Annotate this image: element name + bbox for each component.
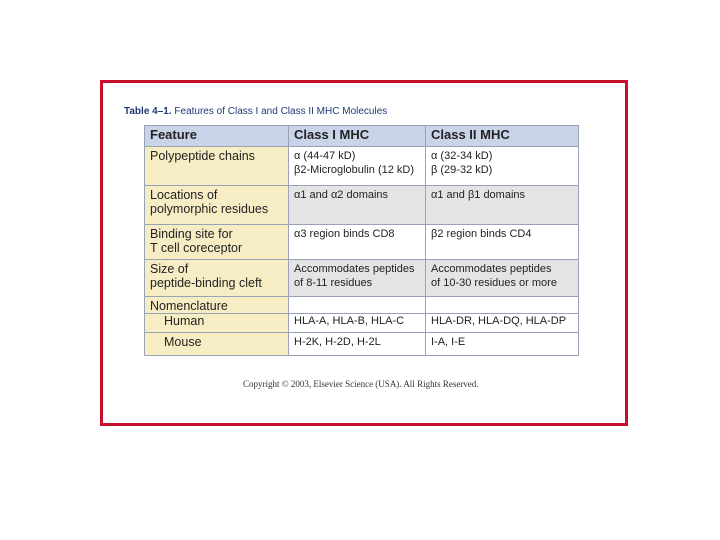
feature-text: Size of [150,262,189,276]
table-title [124,106,387,117]
class-i-cell [289,260,426,297]
table-row [145,314,579,333]
feature-cell [145,225,289,260]
header-feature: Feature [145,126,289,147]
feature-cell [145,297,289,314]
table-number: Table 4–1. [124,106,172,117]
feature-text: Mouse [164,335,202,349]
class-ii-cell [426,186,579,225]
feature-text: Polypeptide chains [150,149,255,163]
table-row [145,297,579,314]
copyright-notice: Copyright © 2003, Elsevier Science (USA). All Rights Reserved. [243,379,479,389]
class-ii-cell [426,260,579,297]
class-i-line: H-2K, H-2D, H-2L [294,336,381,348]
table-row [145,225,579,260]
feature-text: peptide-binding cleft [150,276,262,290]
class-i-line: α (44-47 kD) [294,150,356,162]
feature-text: Nomenclature [150,299,228,313]
table-header-row [145,126,579,147]
class-ii-cell [426,225,579,260]
class-ii-line: HLA-DR, HLA-DQ, HLA-DP [431,315,567,327]
class-i-cell [289,186,426,225]
class-i-line: β2-Microglobulin (12 kD) [294,164,415,176]
table-caption: Features of Class I and Class II MHC Molecules [174,106,388,117]
table-row [145,260,579,297]
class-ii-line: α1 and β1 domains [431,189,526,201]
class-ii-line: α (32-34 kD) [431,150,493,162]
class-i-line: Accommodates peptides [294,263,415,275]
feature-text: Human [164,314,205,328]
feature-text: Binding site for [150,227,233,241]
class-i-cell [289,225,426,260]
class-i-line: α3 region binds CD8 [294,228,395,240]
header-class-ii: Class II MHC [426,126,579,147]
class-i-cell [289,297,426,314]
feature-cell [145,147,289,186]
table-row [145,147,579,186]
class-ii-cell [426,147,579,186]
class-ii-line: β (29-32 kD) [431,164,493,176]
class-ii-cell [426,314,579,333]
class-ii-cell [426,297,579,314]
feature-text: T cell coreceptor [150,241,243,255]
class-ii-cell [426,333,579,356]
class-i-line: of 8-11 residues [294,277,373,289]
class-i-cell [289,333,426,356]
class-ii-line: β2 region binds CD4 [431,228,532,240]
class-i-cell [289,147,426,186]
feature-text: polymorphic residues [150,202,269,216]
mhc-features-table [144,125,579,356]
table-row [145,333,579,356]
feature-text: Locations of [150,188,218,202]
class-i-line: α1 and α2 domains [294,189,389,201]
class-ii-line: of 10-30 residues or more [431,277,557,289]
feature-cell [145,260,289,297]
class-i-cell [289,314,426,333]
feature-cell [145,186,289,225]
class-i-line: HLA-A, HLA-B, HLA-C [294,315,405,327]
class-ii-line: Accommodates peptides [431,263,552,275]
table-row [145,186,579,225]
feature-cell [145,333,289,356]
header-class-i: Class I MHC [289,126,426,147]
feature-cell [145,314,289,333]
class-ii-line: I-A, I-E [431,336,466,348]
